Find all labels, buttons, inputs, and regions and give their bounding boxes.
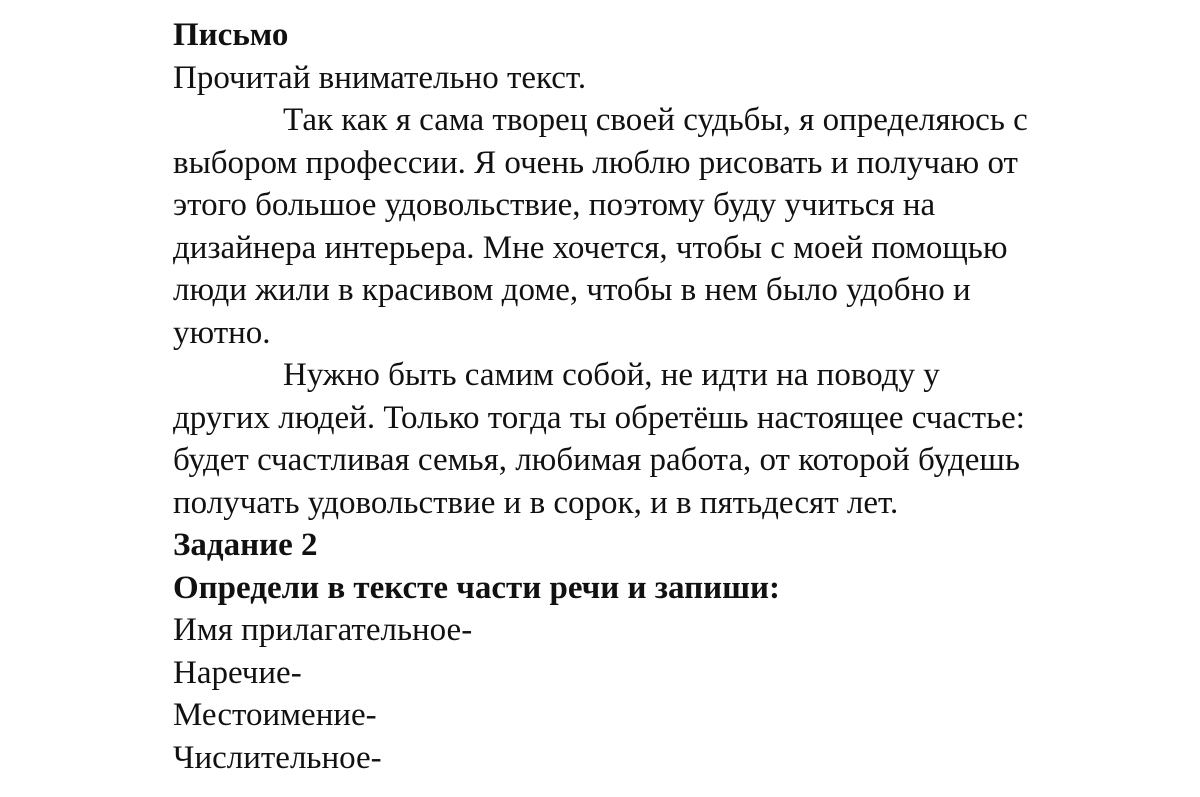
paragraph-2-line: Нужно быть самим собой, не идти на поводу у: [283, 357, 940, 393]
paragraph-1: [173, 99, 1133, 354]
paragraph-1-line: Так как я сама творец своей судьбы, я определяюсь с: [283, 102, 1028, 138]
answer-list: [173, 609, 1133, 779]
paragraph-1-line: выбором профессии. Я очень люблю рисовать и получаю от: [173, 144, 1018, 181]
paragraph-1-line: этого большое удовольствие, поэтому буду учиться на: [173, 187, 936, 223]
paragraph-2-line: будет счастливая семья, любимая работа, от которой будешь: [173, 442, 1020, 478]
reading-instruction: Прочитай внимательно текст.: [173, 59, 587, 96]
answer-item-numeral: Числительное-: [173, 739, 382, 776]
paragraph-1-line: люди жили в красивом доме, чтобы в нем было удобно и: [173, 272, 971, 308]
paragraph-1-line: уютно.: [173, 314, 271, 351]
paragraph-2-line: получать удовольствие и в сорок, и в пятьдесят лет.: [173, 484, 899, 521]
paragraph-2-line: других людей. Только тогда ты обретёшь настоящее счастье:: [173, 399, 1025, 436]
document-page: [173, 14, 1133, 779]
answer-item-adverb: Наречие-: [173, 654, 302, 691]
task-title: Задание 2: [173, 527, 318, 563]
answer-item-pronoun: Местоимение-: [173, 697, 377, 733]
paragraph-1-line: дизайнера интерьера. Мне хочется, чтобы с моей помощью: [173, 229, 1008, 266]
answer-item-adjective: Имя прилагательное-: [173, 612, 473, 648]
paragraph-2: [173, 354, 1133, 524]
task-instruction: Определи в тексте части речи и запиши:: [173, 569, 781, 606]
document-heading: Письмо: [173, 17, 289, 53]
